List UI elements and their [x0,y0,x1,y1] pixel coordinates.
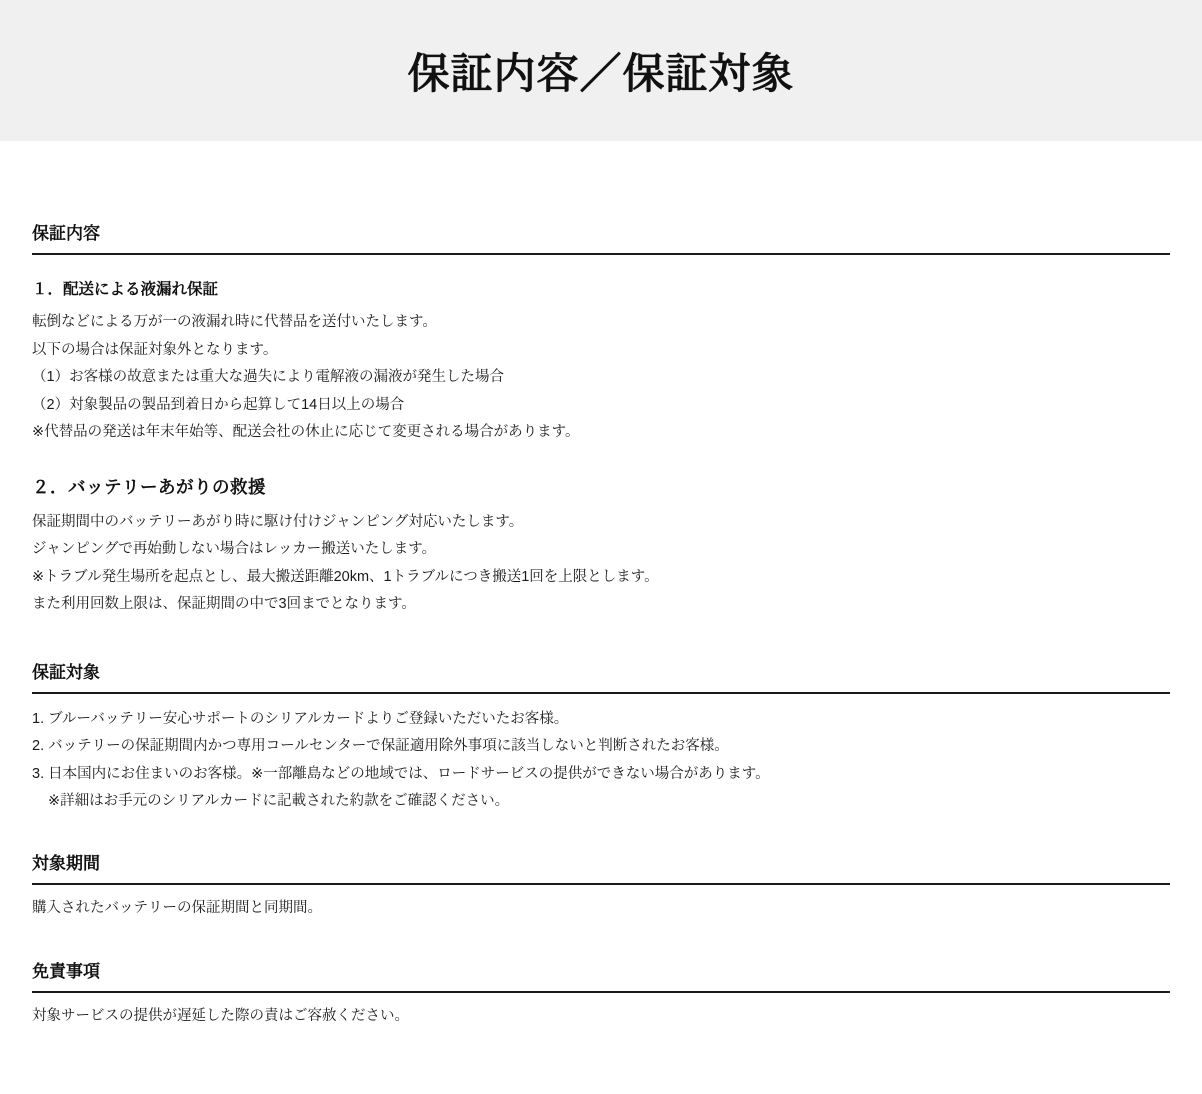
paragraph: 保証期間中のバッテリーあがり時に駆け付けジャンピング対応いたします。 [32,513,524,530]
subsection-leak-warranty [32,277,1170,440]
paragraph: ジャンピングで再始動しない場合はレッカー搬送いたします。 [32,541,437,557]
section-warranty-target [32,658,1170,809]
paragraph: （2）対象製品の製品到着日から起算して14日以上の場合 [32,396,405,413]
subsection-heading: ２．バッテリーあがりの救援 [32,476,266,497]
section-disclaimer [32,957,1170,1024]
section-body [32,1009,1170,1024]
paragraph: ※トラブル発生場所を起点とし、最大搬送距離20km、1トラブルにつき搬送1回を上限とします。 [32,568,659,585]
paragraph: 以下の場合は保証対象外となります。 [32,341,278,358]
section-heading: 保証対象 [32,658,1170,694]
list-item: 3. 日本国内にお住まいのお客様。※一部離島などの地域では、ロードサービスの提供ができない場合があります。 [32,765,770,782]
section-warranty-coverage [32,219,1170,612]
subsection-body [32,515,1170,612]
paragraph: 購入されたバッテリーの保証期間と同期間。 [32,899,322,916]
subsection-heading: １．配送による液漏れ保証 [32,281,219,298]
document-content [0,219,1202,1024]
section-heading: 保証内容 [32,219,1170,255]
page-header [0,0,1202,141]
section-heading: 免責事項 [32,957,1170,993]
paragraph: ※代替品の発送は年末年始等、配送会社の休止に応じて変更される場合があります。 [32,424,580,440]
paragraph: また利用回数上限は、保証期間の中で3回までとなります。 [32,596,416,612]
section-target-period [32,849,1170,916]
section-heading: 対象期間 [32,849,1170,885]
subsection-body [32,315,1170,440]
subsection-battery-rescue [32,474,1170,612]
list-item: 2. バッテリーの保証期間内かつ専用コールセンターで保証適用除外事項に該当しないと判断されたお客様。 [32,738,729,754]
note: ※詳細はお手元のシリアルカードに記載された約款をご確認ください。 [48,793,510,809]
section-body [32,712,1170,809]
paragraph: 転倒などによる万が一の液漏れ時に代替品を送付いたします。 [32,314,437,330]
list-item: 1. ブルーバッテリー安心サポートのシリアルカードよりご登録いただいたお客様。 [32,710,569,727]
paragraph: （1）お客様の故意または重大な過失により電解液の漏液が発生した場合 [32,369,505,385]
paragraph: 対象サービスの提供が遅延した際の責はご容赦ください。 [32,1008,409,1024]
page-title: 保証内容／保証対象 [407,49,795,97]
section-body [32,901,1170,916]
